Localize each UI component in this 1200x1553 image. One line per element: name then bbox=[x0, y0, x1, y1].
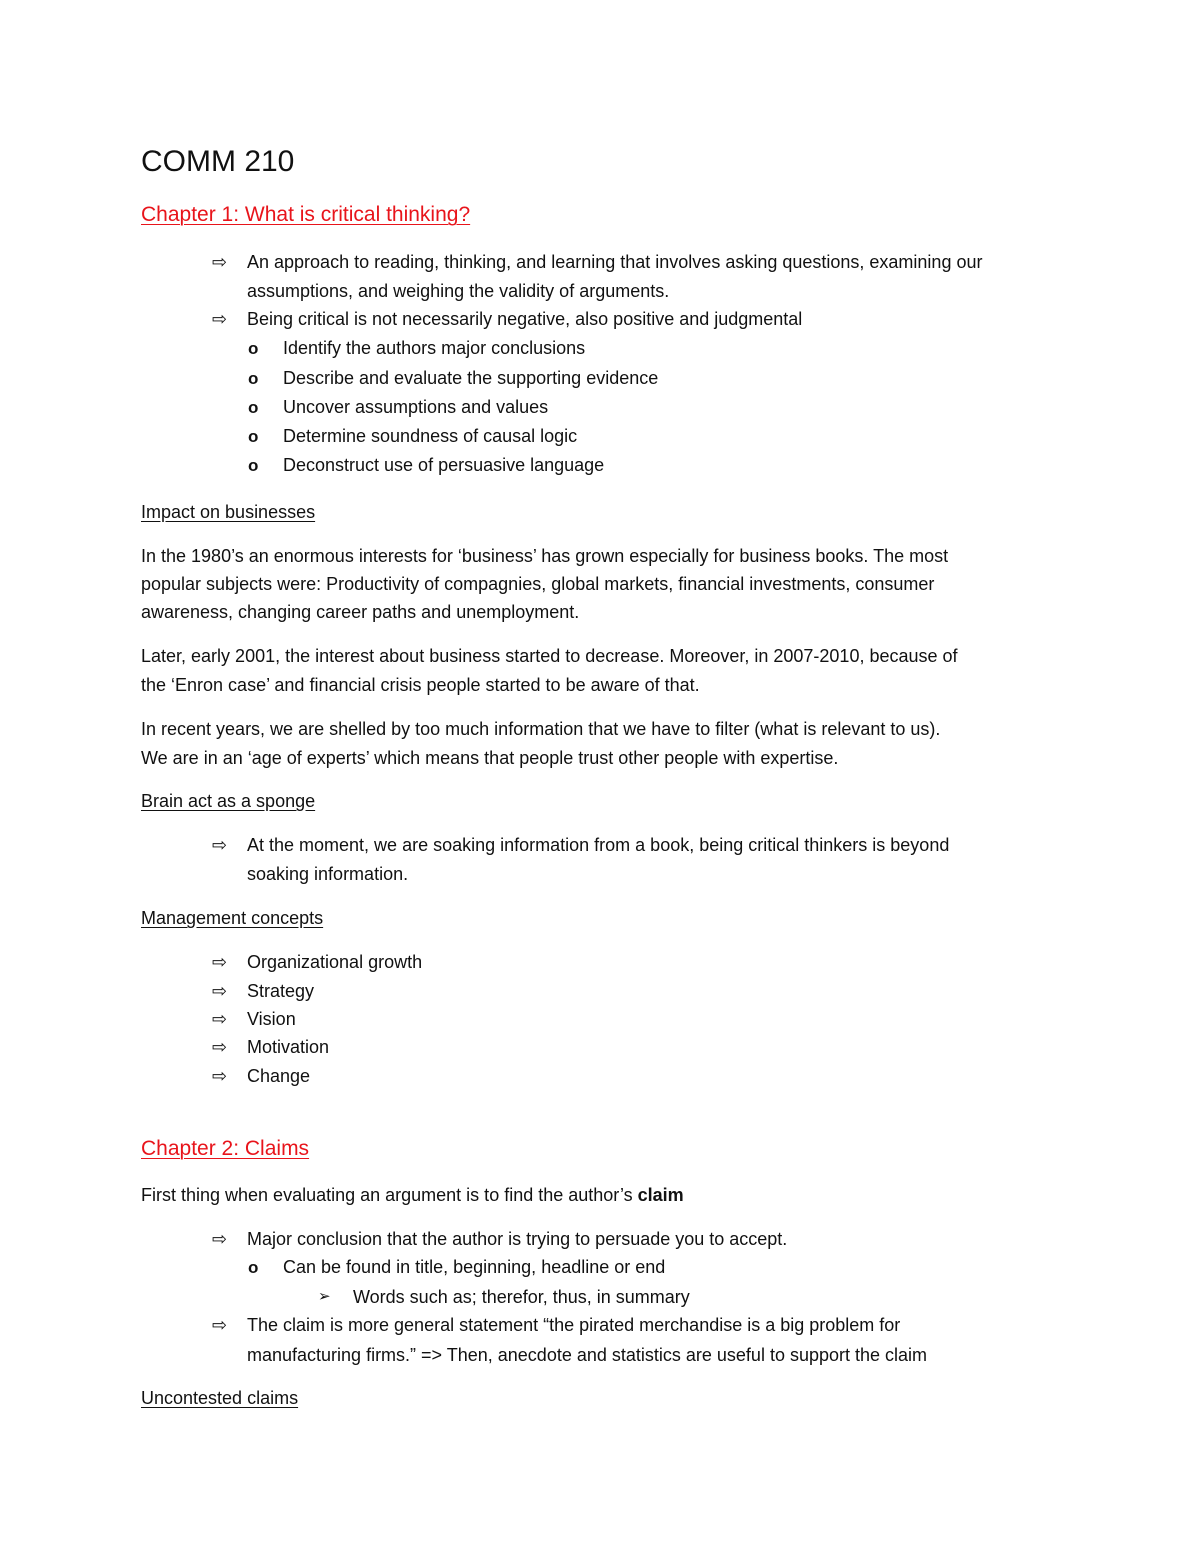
chapter2-intro bbox=[141, 1181, 684, 1209]
management-item: Change bbox=[247, 1066, 311, 1086]
circle-bullet: o bbox=[248, 339, 259, 358]
paragraph-line: the ‘Enron case’ and financial crisis people started to be aware of that. bbox=[141, 675, 700, 695]
outline-right-arrow-icon: ⇨ bbox=[212, 1037, 228, 1057]
outline-right-arrow-icon: ⇨ bbox=[212, 252, 228, 272]
management-heading: Management concepts bbox=[141, 908, 324, 928]
outline-right-arrow-icon: ⇨ bbox=[212, 981, 228, 1001]
circle-bullet: o bbox=[248, 1258, 259, 1277]
sub-bullet-text: Deconstruct use of persuasive language bbox=[283, 455, 605, 475]
triangle-bullet-icon: ➢ bbox=[318, 1288, 331, 1305]
document-title: COMM 210 bbox=[141, 145, 295, 178]
circle-bullet: o bbox=[248, 427, 259, 446]
claim-bold: claim bbox=[637, 1185, 684, 1205]
sub-bullet-text: Determine soundness of causal logic bbox=[283, 426, 578, 446]
paragraph-line: popular subjects were: Productivity of compagnies, global markets, financial investments, consumer bbox=[141, 574, 935, 594]
bullet-text: manufacturing firms.” => Then, anecdote and statistics are useful to support the claim bbox=[247, 1345, 928, 1365]
brain-heading: Brain act as a sponge bbox=[141, 791, 316, 811]
management-item: Motivation bbox=[247, 1037, 330, 1057]
outline-right-arrow-icon: ⇨ bbox=[212, 1009, 228, 1029]
chapter1-heading: Chapter 1: What is critical thinking? bbox=[141, 203, 471, 226]
bullet-text: The claim is more general statement “the pirated merchandise is a big problem for bbox=[247, 1315, 901, 1335]
impact-heading: Impact on businesses bbox=[141, 502, 316, 522]
sub-bullet-text: Identify the authors major conclusions bbox=[283, 338, 586, 358]
bullet-text: Major conclusion that the author is trying to persuade you to accept. bbox=[247, 1229, 788, 1249]
intro-text: First thing when evaluating an argument is to find the author’s bbox=[141, 1185, 638, 1205]
bullet-text: Being critical is not necessarily negative, also positive and judgmental bbox=[247, 309, 803, 329]
paragraph-line: awareness, changing career paths and unemployment. bbox=[141, 602, 580, 622]
bullet-text: assumptions, and weighing the validity of arguments. bbox=[247, 281, 670, 301]
uncontested-heading: Uncontested claims bbox=[141, 1388, 299, 1408]
chapter2-heading: Chapter 2: Claims bbox=[141, 1137, 310, 1160]
management-item: Strategy bbox=[247, 981, 315, 1001]
sub-bullet-text: Describe and evaluate the supporting evidence bbox=[283, 368, 659, 388]
outline-right-arrow-icon: ⇨ bbox=[212, 835, 228, 855]
sub-bullet-text: Can be found in title, beginning, headline or end bbox=[283, 1257, 666, 1277]
management-item: Vision bbox=[247, 1009, 296, 1029]
circle-bullet: o bbox=[248, 398, 259, 417]
management-item: Organizational growth bbox=[247, 952, 423, 972]
circle-bullet: o bbox=[248, 369, 259, 388]
paragraph-line: In recent years, we are shelled by too much information that we have to filter (what is relevant to us). bbox=[141, 719, 941, 739]
bullet-text: An approach to reading, thinking, and learning that involves asking questions, examining our bbox=[247, 252, 983, 272]
bullet-text: At the moment, we are soaking information from a book, being critical thinkers is beyond bbox=[247, 835, 950, 855]
sub-sub-bullet-text: Words such as; therefor, thus, in summary bbox=[353, 1287, 690, 1307]
sub-bullet-text: Uncover assumptions and values bbox=[283, 397, 549, 417]
paragraph-line: In the 1980’s an enormous interests for ‘business’ has grown especially for business books. The most bbox=[141, 546, 949, 566]
outline-right-arrow-icon: ⇨ bbox=[212, 309, 228, 329]
outline-right-arrow-icon: ⇨ bbox=[212, 1229, 228, 1249]
outline-right-arrow-icon: ⇨ bbox=[212, 952, 228, 972]
outline-right-arrow-icon: ⇨ bbox=[212, 1315, 228, 1335]
bullet-text: soaking information. bbox=[247, 864, 409, 884]
circle-bullet: o bbox=[248, 456, 259, 475]
outline-right-arrow-icon: ⇨ bbox=[212, 1066, 228, 1086]
paragraph-line: Later, early 2001, the interest about business started to decrease. Moreover, in 2007-2010, because of bbox=[141, 646, 958, 666]
paragraph-line: We are in an ‘age of experts’ which means that people trust other people with expertise. bbox=[141, 748, 839, 768]
